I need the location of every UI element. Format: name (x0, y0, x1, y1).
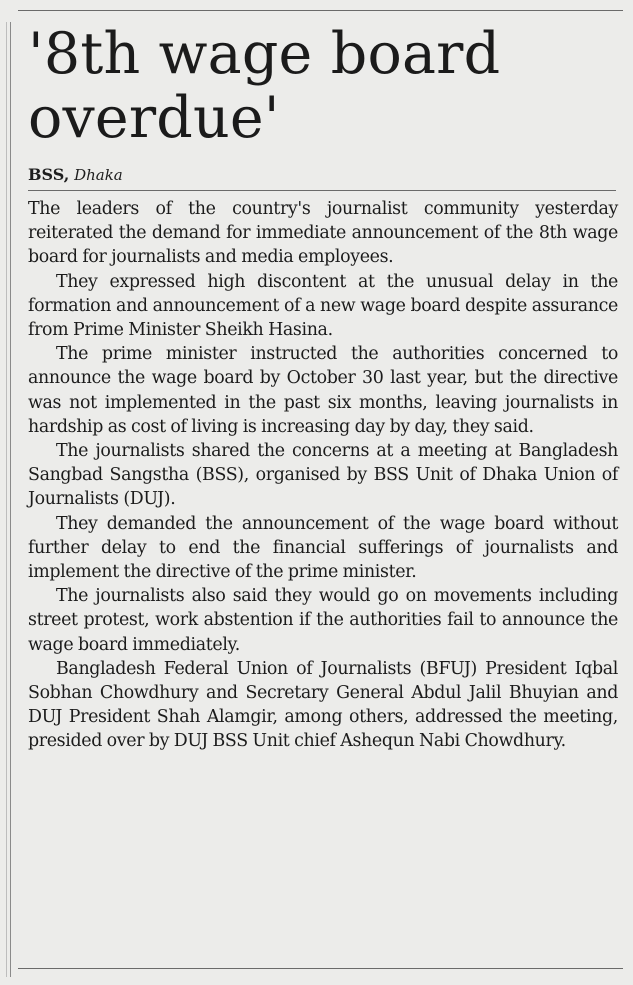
paragraph-6: The journalists also said they would go on movements including street protest, work abstention if the authorities fail to announce the wage board immediately. (28, 586, 618, 655)
byline (28, 164, 618, 186)
left-column-rule (10, 22, 11, 977)
byline-place: Dhaka (74, 166, 123, 184)
top-rule (18, 10, 623, 11)
byline-divider (28, 190, 616, 191)
paragraph-4: The journalists shared the concerns at a meeting at Bangladesh Sangbad Sangstha (BSS), organised by BSS Unit of Dhaka Union of Journalists (DUJ). (28, 441, 618, 510)
bottom-rule (18, 968, 623, 969)
left-column-rule-outer (6, 22, 7, 977)
headline: '8th wage board overdue' (28, 21, 501, 151)
paragraph-5: They demanded the announcement of the wage board without further delay to end the financial sufferings of journalists and implement the directive of the prime minister. (28, 513, 618, 583)
paragraph-3: The prime minister instructed the authorities concerned to announce the wage board by October 30 last year, but the directive was not implemented in the past six months, leaving journalists in hardship as cost of living is increasing day by day, they said. (28, 344, 618, 437)
paragraph-7: Bangladesh Federal Union of Journalists (BFUJ) President Iqbal Sobhan Chowdhury and Secretary General Abdul Jalil Bhuyian and DUJ President Shah Alamgir, among others, addressed the meeting, presided over by DUJ BSS Unit chief Ashequn Nabi Chowdhury. (28, 658, 618, 752)
article-body (28, 197, 618, 754)
article (28, 22, 618, 754)
paragraph-2: They expressed high discontent at the unusual delay in the formation and announcement of a new wage board despite assurance from Prime Minister Sheikh Hasina. (28, 271, 618, 341)
byline-agency: BSS, (28, 165, 70, 184)
paragraph-1: The leaders of the country's journalist community yesterday reiterated the demand for immediate announcement of the 8th wage board for journalists and media employees. (28, 199, 618, 268)
